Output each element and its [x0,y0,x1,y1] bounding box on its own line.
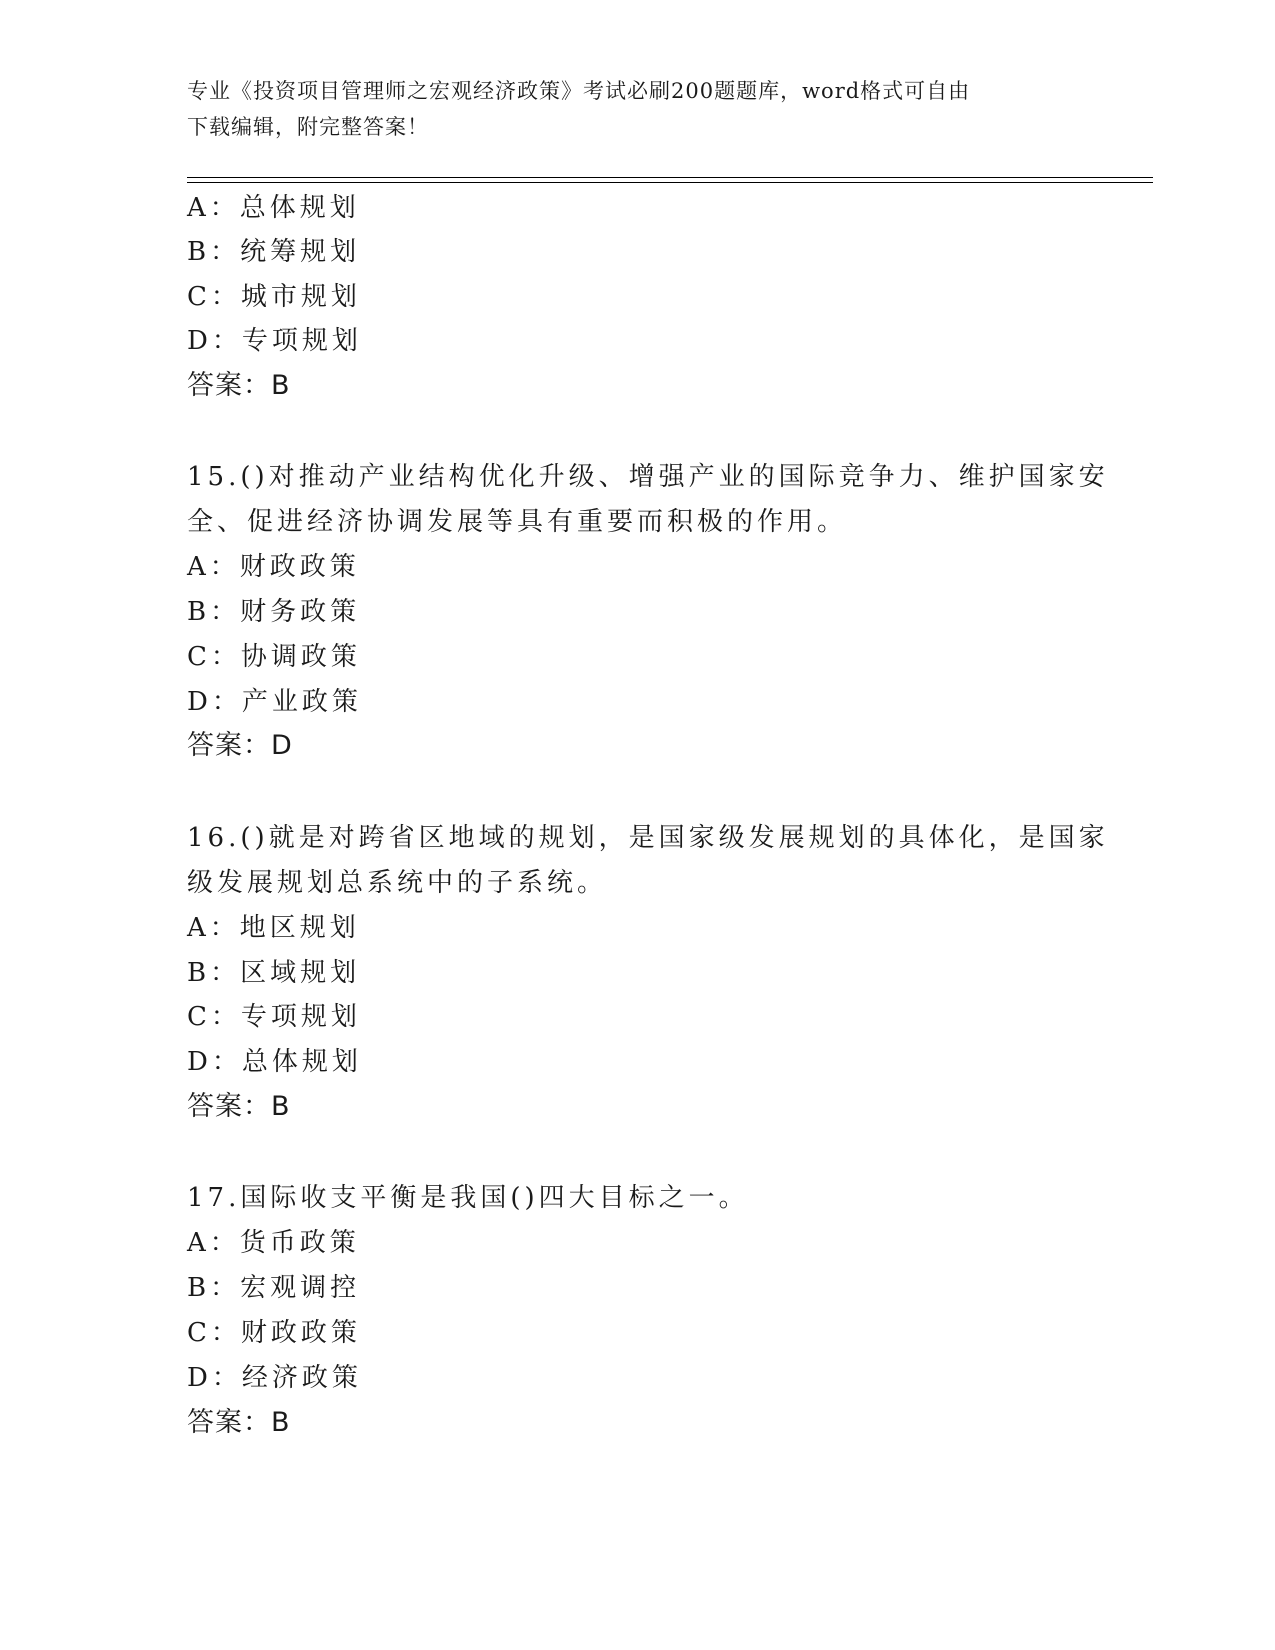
header-divider-bottom [187,182,1153,183]
q15-stem-line-1: 15.()对推动产业结构优化升级、增强产业的国际竞争力、维护国家安 [187,462,1109,492]
q16-option-a: A：地区规划 [187,913,360,943]
q16-stem-line-1: 16.()就是对跨省区地域的规划，是国家级发展规划的具体化，是国家 [187,823,1109,853]
q16-answer: 答案：B [187,1091,291,1122]
q17-answer: 答案：B [187,1407,291,1438]
q17-stem-line-1: 17.国际收支平衡是我国()四大目标之一。 [187,1183,749,1213]
q15-option-c: C：协调政策 [187,642,361,672]
q14-option-c: C：城市规划 [187,282,361,312]
q17-option-d: D：经济政策 [187,1363,362,1393]
q14-option-b: B：统筹规划 [187,237,361,267]
q17-option-b: B：宏观调控 [187,1273,361,1303]
document-header [187,73,1067,145]
header-divider-top [187,177,1153,178]
q14-answer: 答案：B [187,370,291,401]
q17-option-a: A：货币政策 [187,1228,360,1258]
q16-stem-line-2: 级发展规划总系统中的子系统。 [187,868,608,898]
header-line-1: 专业《投资项目管理师之宏观经济政策》考试必刷200题题库，word格式可自由 [187,79,971,103]
q15-answer: 答案：D [187,730,293,761]
q15-option-d: D：产业政策 [187,687,362,717]
q15-option-b: B：财务政策 [187,597,361,627]
q17-option-c: C：财政政策 [187,1318,361,1348]
q14-option-a: A：总体规划 [187,193,360,223]
q16-option-c: C：专项规划 [187,1002,361,1032]
q16-option-b: B：区域规划 [187,958,361,988]
q14-option-d: D：专项规划 [187,326,362,356]
q15-option-a: A：财政政策 [187,552,360,582]
q16-option-d: D：总体规划 [187,1047,362,1077]
q15-stem-line-2: 全、促进经济协调发展等具有重要而积极的作用。 [187,507,848,537]
header-line-2: 下载编辑，附完整答案！ [187,115,429,139]
